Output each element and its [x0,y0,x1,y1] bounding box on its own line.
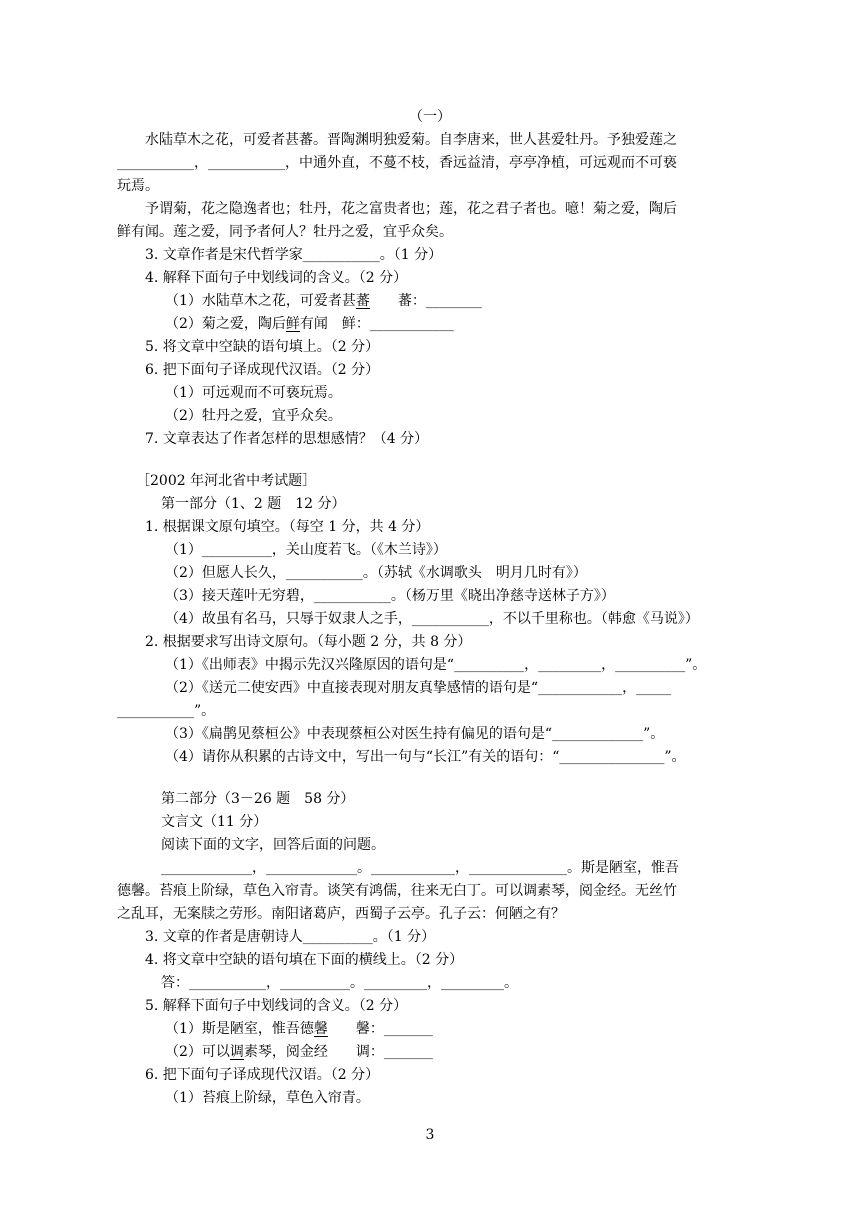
part-2-heading: 第二部分（3－26 题 58 分） [161,791,355,807]
passage-line: 鲜有闻。莲之爱，同予者何人？牡丹之爱，宜乎众矣。 [117,224,453,240]
question-6-1: （1）可远观而不可亵玩焉。 [165,385,342,401]
passage-line: 水陆草木之花，可爱者甚蕃。晋陶渊明独爱菊。自李唐来，世人甚爱牡丹。予独爱莲之 [145,132,677,148]
hebei-question-4: 4. 将文章中空缺的语句填在下面的横线上。（2 分） [145,952,464,968]
underlined-word: 鲜 [285,316,300,332]
passage-line: 之乱耳，无案牍之劳形。南阳诸葛庐，西蜀子云亭。孔子云：何陋之有？ [117,906,565,922]
hebei-question-2: 2. 根据要求写出诗文原句。（每小题 2 分，共 8 分） [145,634,472,650]
hebei-question-2-3: （3）《扁鹊见蔡桓公》中表现蔡桓公对医生持有偏见的语句是“_____________”。 [165,726,665,742]
passage-line: 玩焉。 [117,178,159,194]
passage-line: ___________，___________，中通外直，不蔓不枝，香远益清，亭亭净植，可远观而不可亵 [117,155,677,171]
page-number: 3 [425,1127,435,1143]
hebei-question-6: 6. 把下面句子译成现代汉语。（2 分） [145,1067,380,1083]
underlined-word: 调 [229,1044,244,1060]
hebei-question-5-1: （1）斯是陋室，惟吾德馨 馨：_______ [165,1021,433,1037]
hebei-question-6-1: （1）苔痕上阶绿，草色入帘青。 [165,1090,370,1106]
hebei-question-4-answer: 答：___________，__________。_________，_________。 [161,975,518,991]
hebei-question-1: 1. 根据课文原句填空。（每空 1 分，共 4 分） [145,519,430,535]
question-6-2: （2）牡丹之爱，宜乎众矣。 [165,408,342,424]
question-3: 3. 文章作者是宋代哲学家___________。（1 分） [145,247,443,263]
hebei-question-1-3: （3）接天莲叶无穷碧，___________。（杨万里《晓出净慈寺送林子方》） [165,588,615,604]
hebei-question-1-4: （4）故虽有名马，只辱于奴隶人之手，___________，不以千里称也。（韩愈《马说》） [165,611,699,627]
question-4-2: （2）菊之爱，陶后鲜有闻 鲜：____________ [165,316,454,332]
underlined-word: 蕃 [355,293,370,309]
part-1-heading: 第一部分（1、2 题 12 分） [161,496,346,512]
hebei-question-5: 5. 解释下面句子中划线词的含义。（2 分） [145,998,408,1014]
classical-heading: 文言文（11 分） [161,814,268,830]
hebei-question-2-4: （4）请你从积累的古诗文中，写出一句与“长江”有关的语句：“_______________”。 [165,749,686,765]
question-6: 6. 把下面句子译成现代汉语。（2 分） [145,362,380,378]
exam-title: ［2002 年河北省中考试题］ [136,473,317,489]
question-4: 4. 解释下面句子中划线词的含义。（2 分） [145,270,408,286]
reading-instruction: 阅读下面的文字，回答后面的问题。 [161,837,385,853]
passage-line: _____________，_____________。____________，______________。斯是陋室，惟吾 [161,860,679,876]
hebei-question-2-1: （1）《出师表》中揭示先汉兴隆原因的语句是“__________，_________，__________”。 [165,657,707,673]
question-5: 5. 将文章中空缺的语句填上。（2 分） [145,339,380,355]
hebei-question-5-2: （2）可以调素琴，阅金经 调：_______ [165,1044,433,1060]
hebei-question-1-1: （1）__________，关山度若飞。（《木兰诗》） [165,542,447,558]
hebei-question-2-2-cont: ___________”。 [117,703,216,719]
hebei-question-3: 3. 文章的作者是唐朝诗人__________。（1 分） [145,929,436,945]
underlined-word: 馨 [313,1021,328,1037]
hebei-question-1-2: （2）但愿人长久，___________。（苏轼《水调歌头 明月几时有》） [165,565,587,581]
question-4-1: （1）水陆草木之花，可爱者甚蕃 蕃：________ [165,293,482,309]
section-header: （一） [409,109,451,125]
hebei-question-2-2: （2）《送元二使安西》中直接表现对朋友真挚感情的语句是“____________，_____ [165,680,672,696]
passage-line: 德馨。苔痕上阶绿，草色入帘青。谈笑有鸿儒，往来无白丁。可以调素琴，阅金经。无丝竹 [117,883,677,899]
question-7: 7. 文章表达了作者怎样的思想感情？（4 分） [145,431,429,447]
passage-line: 予谓菊，花之隐逸者也；牡丹，花之富贵者也；莲，花之君子者也。噫！菊之爱，陶后 [145,201,677,217]
